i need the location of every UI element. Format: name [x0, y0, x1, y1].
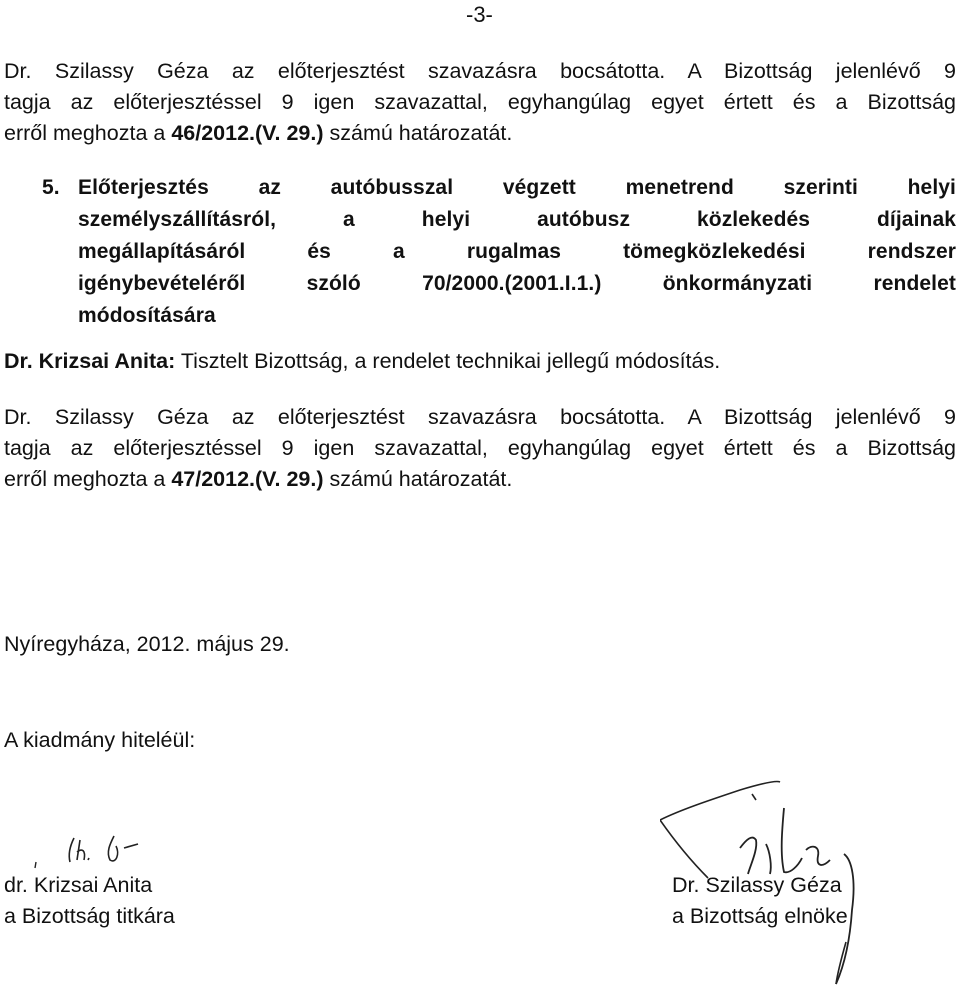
speaker-name: Dr. Krizsai Anita: [4, 349, 176, 373]
paragraph-line [4, 464, 956, 495]
agenda-heading-line: megállapításáról és a rugalmas tömegközlekedési rendszer [78, 240, 956, 263]
resolution-number: 47/2012.(V. 29.) [171, 467, 324, 491]
agenda-item-number: 5. [42, 176, 60, 199]
signatory-name: dr. Krizsai Anita [4, 873, 153, 897]
agenda-heading-line: igénybevételéről szóló 70/2000.(2001.I.1.) önkormányzati rendelet [78, 272, 956, 295]
text-suffix: számú határozatát. [323, 121, 513, 145]
paragraph-line: Dr. Szilassy Géza az előterjesztést szavazásra bocsátotta. A Bizottság jelenlévő 9 [4, 405, 956, 429]
resolution-number: 46/2012.(V. 29.) [171, 121, 324, 145]
signatory-title: a Bizottság elnöke [672, 904, 848, 928]
resolution-paragraph-2 [4, 402, 956, 495]
place-and-date: Nyíregyháza, 2012. május 29. [4, 632, 290, 656]
agenda-heading-line: személyszállításról, a helyi autóbusz közlekedés díjainak [78, 208, 956, 231]
agenda-item-heading [42, 172, 956, 332]
signatory-title: a Bizottság titkára [4, 904, 175, 928]
paragraph-line: Dr. Szilassy Géza az előterjesztést szavazásra bocsátotta. A Bizottság jelenlévő 9 [4, 59, 956, 83]
speaker-text: Tisztelt Bizottság, a rendelet technikai jellegű módosítás. [175, 349, 721, 373]
paragraph-line: tagja az előterjesztéssel 9 igen szavazattal, egyhangúlag egyet értett és a Bizottság [4, 436, 956, 460]
text-suffix: számú határozatát. [323, 467, 513, 491]
signature-block-chairman [672, 870, 848, 932]
certified-copy-label: A kiadmány hiteléül: [4, 728, 196, 752]
text-prefix: erről meghozta a [4, 467, 172, 491]
signature-block-secretary [4, 870, 175, 932]
paragraph-line: tagja az előterjesztéssel 9 igen szavazattal, egyhangúlag egyet értett és a Bizottság [4, 90, 956, 114]
paragraph-line [4, 118, 956, 149]
resolution-paragraph-1 [4, 56, 956, 149]
agenda-heading-line: módosítására [78, 304, 216, 327]
speaker-statement [4, 346, 720, 377]
agenda-heading-line: Előterjesztés az autóbusszal végzett menetrend szerinti helyi [78, 176, 956, 199]
text-prefix: erről meghozta a [4, 121, 172, 145]
page-number: -3- [466, 2, 493, 27]
signatory-name: Dr. Szilassy Géza [672, 873, 842, 897]
